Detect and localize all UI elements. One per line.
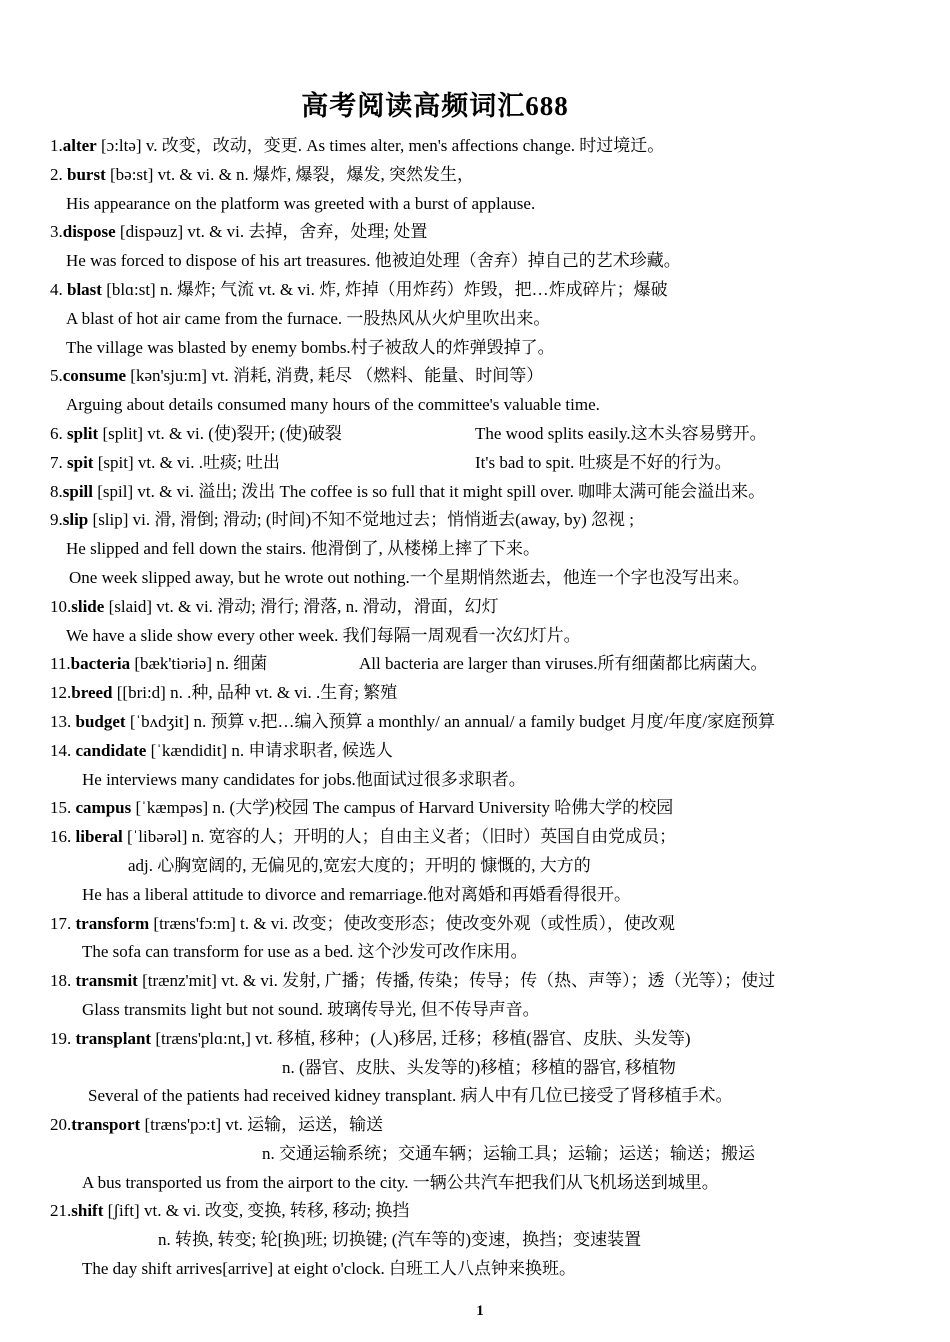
entry-definition: [slaid] vt. & vi. 滑动; 滑行; 滑落, n. 滑动，滑面，幻灯 [104, 596, 499, 616]
entry-number: 9. [50, 510, 63, 530]
definition-continuation: n. (器官、皮肤、头发等的)移植；移植的器官, 移植物 [282, 1057, 676, 1077]
entry-definition: [ɔ:ltə] v. 改变，改动，变更. As times alter, men's affections change. 时过境迁。 [96, 136, 665, 155]
headword: transmit [75, 971, 138, 991]
entry-number: 14. [50, 740, 76, 760]
entry-number: 11. [50, 654, 71, 674]
entry-number: 4. [50, 279, 67, 299]
entry-definition: [blɑ:st] n. 爆炸; 气流 vt. & vi. 炸, 炸掉（用炸药）炸毁，把…炸成碎片；爆破 [101, 279, 668, 299]
definition-continuation: adj. 心胸宽阔的, 无偏见的,宽宏大度的；开明的 慷慨的, 大方的 [128, 855, 591, 875]
entry-slip [50, 506, 930, 535]
headword: transplant [75, 1028, 152, 1048]
entry-transform [50, 910, 930, 939]
entry-breed [50, 679, 930, 708]
entry-definition: [spit] vt. & vi. .吐痰; 吐出 [93, 452, 280, 472]
example-sentence: A blast of hot air came from the furnace. 一股热风从火炉里吹出来。 [66, 308, 551, 328]
entry-number: 16. [50, 827, 76, 847]
entry-bacteria [50, 650, 930, 679]
example-sentence: Several of the patients had received kidney transplant. 病人中有几位已接受了肾移植手术。 [88, 1086, 733, 1106]
entry-campus [50, 794, 930, 823]
example-sentence: Arguing about details consumed many hours of the committee's valuable time. [66, 395, 600, 415]
headword: shift [71, 1201, 104, 1221]
example-sentence: One week slipped away, but he wrote out nothing.一个星期悄然逝去，他连一个字也没写出来。 [69, 567, 750, 587]
entry-number: 7. [50, 452, 67, 472]
entry-budget [50, 708, 930, 737]
entry-definition: [ʃift] vt. & vi. 改变, 变换, 转移, 移动; 换挡 [103, 1201, 410, 1221]
entry-definition: [ˈbʌdʒit] n. 预算 v.把…编入预算 a monthly/ an annual/ a family budget 月度/年度/家庭预算 [125, 711, 776, 731]
entry-candidate [50, 737, 930, 766]
example-sentence: Glass transmits light but not sound. 玻璃传导光, 但不传导声音。 [82, 999, 540, 1019]
vocabulary-list [50, 132, 930, 1284]
headword: alter [62, 136, 97, 155]
example-sentence: The village was blasted by enemy bombs.村子被敌人的炸弹毁掉了。 [66, 337, 555, 357]
headword: breed [71, 683, 113, 703]
headword: candidate [75, 740, 147, 760]
entry-number: 12. [50, 683, 72, 703]
headword: budget [75, 711, 126, 731]
entry-number: 3. [50, 222, 63, 242]
example-sentence: All bacteria are larger than viruses.所有细菌都比病菌大。 [359, 654, 768, 674]
entry-definition: [ˈkæmpəs] n. (大学)校园 The campus of Harvard University 哈佛大学的校园 [131, 798, 674, 818]
example-sentence: A bus transported us from the airport to the city. 一辆公共汽车把我们从飞机场送到城里。 [82, 1172, 719, 1192]
headword: transform [75, 913, 150, 933]
entry-number: 15. [50, 798, 76, 818]
entry-number: 8. [50, 481, 63, 501]
entry-liberal [50, 823, 930, 852]
example-sentence: He has a liberal attitude to divorce and remarriage.他对离婚和再婚看得很开。 [82, 884, 632, 904]
entry-number: 10. [50, 596, 72, 616]
entry-transplant [50, 1025, 930, 1054]
entry-number: 6. [50, 423, 67, 443]
entry-number: 1. [50, 136, 63, 155]
entry-definition: [træns'fɔ:m] t. & vi. 改变；使改变形态；使改变外观（或性质），使改观 [149, 913, 675, 933]
entry-number: 19. [50, 1028, 76, 1048]
entry-blast [50, 276, 930, 305]
headword: slip [62, 510, 89, 530]
entry-spit [50, 449, 930, 478]
entry-definition: [træns'pɔ:t] vt. 运输，运送，输送 [140, 1115, 384, 1135]
headword: spill [62, 481, 93, 501]
entry-number: 13. [50, 711, 76, 731]
headword: consume [62, 366, 127, 386]
entry-dispose [50, 218, 930, 247]
headword: bacteria [70, 654, 131, 674]
entry-number: 21. [50, 1201, 72, 1221]
entry-number: 20. [50, 1115, 72, 1135]
example-sentence: He slipped and fell down the stairs. 他滑倒了, 从楼梯上摔了下来。 [66, 539, 541, 559]
headword: transport [71, 1115, 141, 1135]
example-sentence: He was forced to dispose of his art treasures. 他被迫处理（舍弃）掉自己的艺术珍藏。 [66, 251, 681, 271]
entry-shift [50, 1197, 930, 1226]
entry-definition: [trænz'mit] vt. & vi. 发射, 广播；传播, 传染；传导；传（热、声等）；透（光等）；使过 [137, 971, 776, 991]
headword: blast [67, 279, 102, 299]
entry-slide [50, 593, 930, 622]
example-sentence: The wood splits easily.这木头容易劈开。 [475, 423, 767, 443]
definition-continuation: n. 交通运输系统；交通车辆；运输工具；运输；运送；输送；搬运 [262, 1143, 755, 1163]
entry-definition: [[bri:d] n. .种, 品种 vt. & vi. .生育; 繁殖 [112, 683, 398, 703]
entry-definition: [dispəuz] vt. & vi. 去掉，舍弃，处理; 处置 [115, 222, 428, 242]
entry-number: 18. [50, 971, 76, 991]
headword: dispose [62, 222, 116, 242]
entry-definition: [træns'plɑ:nt,] vt. 移植, 移种；(人)移居, 迁移；移植(器官、皮肤、头发等) [151, 1028, 691, 1048]
entry-spill [50, 478, 930, 507]
headword: burst [67, 164, 106, 184]
entry-transport [50, 1111, 930, 1140]
example-sentence: We have a slide show every other week. 我们每隔一周观看一次幻灯片。 [66, 625, 581, 645]
entry-definition: [ˈkændidit] n. 申请求职者, 候选人 [146, 740, 393, 760]
entry-number: 2. [50, 164, 67, 184]
entry-number: 17. [50, 913, 76, 933]
page-number: 1 [476, 1303, 484, 1319]
entry-number: 5. [50, 366, 63, 386]
example-sentence: The day shift arrives[arrive] at eight o'clock. 白班工人八点钟来换班。 [82, 1259, 577, 1279]
definition-continuation: n. 转换, 转变; 轮[换]班; 切换键; (汽车等的)变速，换挡；变速装置 [158, 1230, 642, 1250]
example-sentence: He interviews many candidates for jobs.他面试过很多求职者。 [82, 769, 526, 789]
headword: spit [67, 452, 94, 472]
entry-definition: [ˈlibərəl] n. 宽容的人；开明的人；自由主义者；（旧时）英国自由党成员； [122, 827, 677, 847]
entry-definition: [bæk'tiəriə] n. 细菌 [130, 654, 268, 674]
entry-definition: [kən'sju:m] vt. 消耗, 消费, 耗尽 （燃料、能量、时间等） [126, 366, 544, 386]
entry-definition: [slip] vi. 滑, 滑倒; 滑动; (时间)不知不觉地过去；悄悄逝去(away, by) 忽视 ; [88, 510, 634, 530]
headword: campus [75, 798, 132, 818]
example-sentence: It's bad to spit. 吐痰是不好的行为。 [475, 452, 732, 472]
entry-alter [50, 132, 930, 161]
entry-definition: [bə:st] vt. & vi. & n. 爆炸, 爆裂，爆发, 突然发生， [105, 164, 475, 184]
headword: split [67, 423, 99, 443]
headword: liberal [75, 827, 123, 847]
page-title: 高考阅读高频词汇688 [301, 91, 569, 121]
entry-consume [50, 362, 930, 391]
entry-transmit [50, 967, 930, 996]
entry-definition: [split] vt. & vi. (使)裂开; (使)破裂 [98, 423, 342, 443]
example-sentence: The sofa can transform for use as a bed. 这个沙发可改作床用。 [82, 942, 528, 962]
entry-burst [50, 161, 930, 190]
example-sentence: His appearance on the platform was greeted with a burst of applause. [66, 193, 536, 213]
headword: slide [71, 596, 105, 616]
entry-definition: [spil] vt. & vi. 溢出; 泼出 The coffee is so full that it might spill over. 咖啡太满可能会溢出来。 [93, 481, 766, 501]
entry-split [50, 420, 930, 449]
